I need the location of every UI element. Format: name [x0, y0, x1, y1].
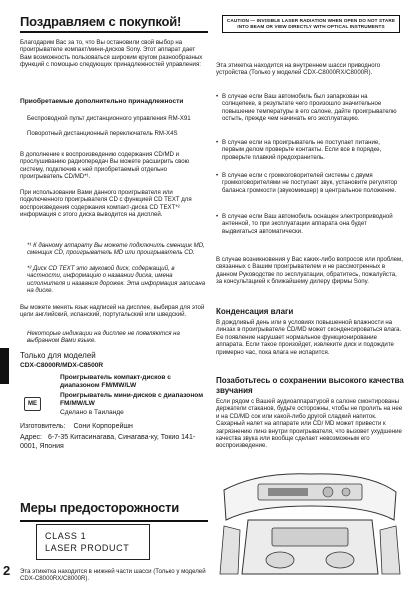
section-tab-marker: [0, 348, 9, 384]
quality-heading: Позаботьтесь о сохранении высокого качества звучания: [216, 376, 404, 395]
title-rule: [20, 31, 208, 33]
manufacturer-line: Сделано в Таиланде: [60, 409, 124, 416]
maker-label: Изготовитель:: [20, 423, 66, 430]
accessory-item: Поворотный дистанционный переключатель RM-X4S: [27, 130, 178, 137]
car-console-illustration: [218, 470, 402, 582]
language-paragraph: Вы можете менять язык надписей на дисплее, выбирая для этой цели английский, испанский, португальский или шведский.: [20, 304, 205, 319]
footnote: *¹ К данному аппарату Вы можете подключить сменщик MD, сменщик CD, проигрыватель MD или проигрыватель CD.: [27, 242, 205, 257]
address-row: [20, 433, 208, 451]
intro-paragraph: Благодарим Вас за то, что Вы остановили свой выбор на проигрывателе компакт/мини-дисков Sony. Этот аппарат дает Вам возможность пользоваться широким кругом разнообразных функций с помощью следующих принадлежностей управления:: [20, 39, 203, 69]
page-number: 2: [3, 563, 11, 578]
class-label-line: CLASS 1: [45, 531, 87, 541]
address-value: 6-7-35 Китасинагава, Синагава-ку, Токио 141-0001, Япония: [20, 434, 196, 450]
page-title: Поздравляем с покупкой!: [20, 14, 182, 29]
precaution-bullet: • В случае если Ваш автомобиль был запаркован на солнцепеке, в результате чего произошло значительное повышение температуры в его салоне, дайте проигрывателю остыть, прежде чем начинать его эксплуатацию.: [216, 93, 402, 123]
questions-paragraph: В случае возникновения у Вас каких-либо вопросов или проблем, связанных с Вашим проигрывателем и не рассмотренных в данном Руководстве по эксплуатации, обратитесь, пожалуйста, за консультацией к ближайшему дилеру фирмы Sony.: [216, 256, 403, 286]
manufacturer-line: Проигрыватель компакт-дисков с диапазоном FM/MW/LW: [60, 374, 171, 389]
caution-laser-label: CAUTION — INVISIBLE LASER RADIATION WHEN OPEN DO NOT STARE INTO BEAM OR VIEW DIRECTLY WITH OPTICAL INSTRUMENTS: [222, 15, 400, 33]
accessories-heading: Приобретаемые дополнительно принадлежности: [20, 98, 184, 105]
language-note: Некоторые индикации на дисплее не появляются на выбранном Вами языке.: [27, 330, 180, 345]
precaution-bullet: • В случае если с громкоговорителей системы с двумя громкоговорителями не поступает звук, установите регулятор баланса громкости (звукомикшер) в центральное положение.: [216, 172, 402, 194]
accessory-item: Беспроводной пульт дистанционного управления RM-X91: [27, 115, 191, 122]
caution-location-text: Эта этикетка находится на внутреннем шасси приводного устройства (Только у моделей CDX-C8000RX/C8000R).: [216, 62, 381, 77]
precautions-rule: [20, 520, 208, 522]
cd-text-paragraph: При использовании Вами данного проигрывателя или подключенного проигрывателя CD с функцией CD TEXT для воспроизведения содержания компакт-диска CD TEXT*² информация с этого диска выводится на дисплей.: [20, 189, 192, 219]
manufacturer-line: Проигрыватель мини-дисков с диапазоном FM/MW/LW: [60, 392, 204, 407]
precautions-title: Меры предосторожности: [20, 500, 180, 515]
class-1-laser-label: [36, 524, 150, 560]
moisture-heading: Конденсация влаги: [216, 307, 294, 316]
moisture-paragraph: В дождливый день или в условиях повышенной влажности на линзах в проигрывателе CD/MD может сконденсироваться влага. Ее появление нарушает нормальное функционирование аппарата. Если такое произойдет, извлеките диск и подождите примерно час, пока влага не испарится.: [216, 319, 402, 356]
label-location-text: Эта этикетка находится в нижней части шасси (Только у моделей CDX-C8000RX/C8000R).: [20, 568, 206, 583]
models-value: CDX-C8000R/MDX-C8500R: [20, 362, 104, 369]
quality-paragraph: Если рядом с Вашей аудиоаппаратурой в салоне смонтированы держатели стаканов, будьте осторожны, чтобы не пролить на нее и на CD/MD сок или какой-либо другой сладкий напиток. Сахарный налет на аппарате или CD/ MD может привести к загрязнению линз внутри проигрывателя, что вызовет ухудшение качества звука или вообще сделает невозможным его воспроизведение.: [216, 398, 403, 450]
address-label: Адрес:: [20, 434, 42, 441]
precaution-bullet: • В случае если Ваш автомобиль оснащен электроприводной антенной, то при эксплуатации аппарата она будет выдвигаться автоматически.: [216, 213, 402, 235]
maker-row: [20, 423, 133, 430]
class-label-line: LASER PRODUCT: [45, 543, 130, 553]
system-paragraph: В дополнение к воспроизведению содержания CD/MD и прослушиванию радиопередач Вы можете расширить свою систему, подключив к ней приобретаемый отдельно проигрыватель CD/MD*¹.: [20, 151, 190, 181]
certification-logo: ME: [24, 397, 41, 411]
models-label: Только для моделей: [20, 351, 96, 360]
maker-value: Сони Корпорейшн: [73, 423, 133, 430]
footnote: *² Диск CD TEXT это звуковой диск, содержащий, в частности, информацию о названии диска, имена исполнителя и названия дорожек. Эта информация записана на диске.: [27, 265, 206, 295]
precaution-bullet: • В случае если на проигрыватель не поступает питание, первым делом проверьте контакты. Если все в порядке, проверьте плавкий предохранитель.: [216, 139, 402, 161]
